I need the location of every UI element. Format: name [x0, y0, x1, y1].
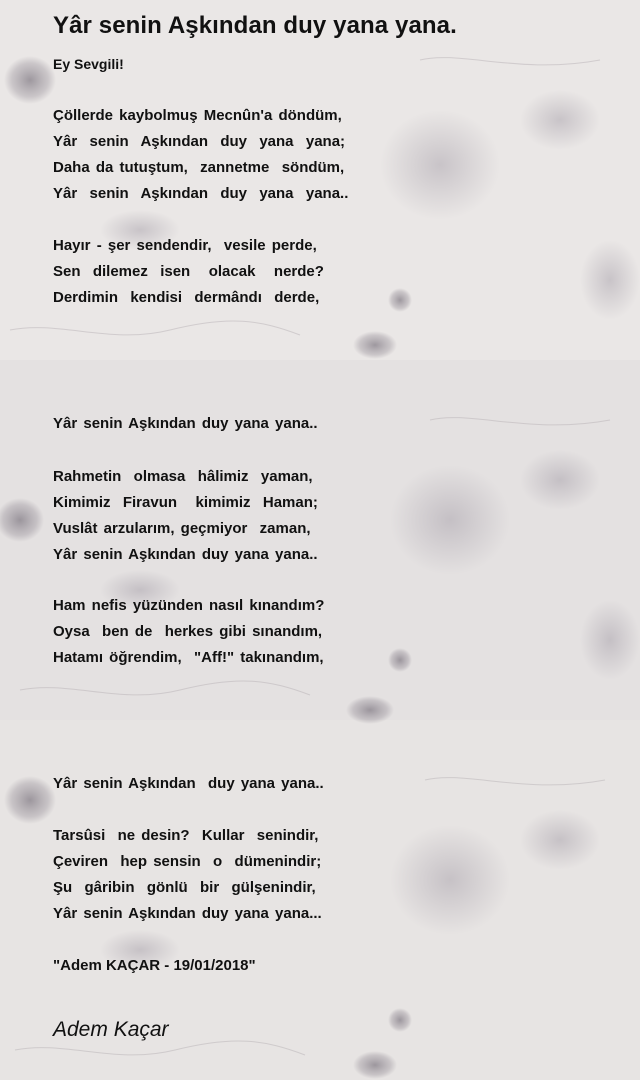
stanza-7: [53, 823, 322, 927]
poem-line: Kimimiz Firavun kimimiz Haman;: [53, 494, 318, 511]
stanza-4: [53, 464, 318, 568]
poem-line: Derdimin kendisi dermândı derde,: [53, 289, 320, 306]
stanza-3: [53, 411, 318, 437]
poem-line: Ham nefis yüzünden nasıl kınandım?: [53, 597, 325, 614]
poem-line: Hayır - şer sendendir, vesile perde,: [53, 237, 317, 254]
poem-line: Oysa ben de herkes gibi sınandım,: [53, 623, 323, 640]
poem-author: Adem Kaçar: [53, 1018, 169, 1041]
poem-line: Yâr senin Aşkından duy yana yana;: [53, 133, 346, 150]
poem-line: Yâr senin Aşkından duy yana yana..: [53, 185, 349, 202]
poem-signature-date: "Adem KAÇAR - 19/01/2018": [53, 957, 256, 974]
poem-line: Tarsûsi ne desin? Kullar senindir,: [53, 827, 319, 844]
poem-line: Yâr senin Aşkından duy yana yana...: [53, 905, 322, 922]
poem-line: Vuslât arzularım, geçmiyor zaman,: [53, 520, 311, 537]
stanza-6: [53, 771, 324, 797]
poem-line: Yâr senin Aşkından duy yana yana..: [53, 775, 324, 792]
poem-line: Rahmetin olmasa hâlimiz yaman,: [53, 468, 313, 485]
poem-greeting: Ey Sevgili!: [53, 56, 124, 72]
poem-line: Çöllerde kaybolmuş Mecnûn'a döndüm,: [53, 107, 342, 124]
poem-line: Yâr senin Aşkından duy yana yana..: [53, 546, 318, 563]
poem-line: Hatamı öğrendim, "Aff!" takınandım,: [53, 649, 324, 666]
poem-line: Yâr senin Aşkından duy yana yana..: [53, 415, 318, 432]
poem-line: Çeviren hep sensin o dümenindir;: [53, 853, 322, 870]
stanza-5: [53, 593, 324, 671]
stanza-1: [53, 103, 348, 207]
poem-line: Şu gâribin gönlü bir gülşenindir,: [53, 879, 316, 896]
poem-title: Yâr senin Aşkından duy yana yana.: [53, 12, 457, 39]
poem-line: Sen dilemez isen olacak nerde?: [53, 263, 324, 280]
stanza-2: [53, 233, 324, 311]
poem-line: Daha da tutuştum, zannetme söndüm,: [53, 159, 345, 176]
